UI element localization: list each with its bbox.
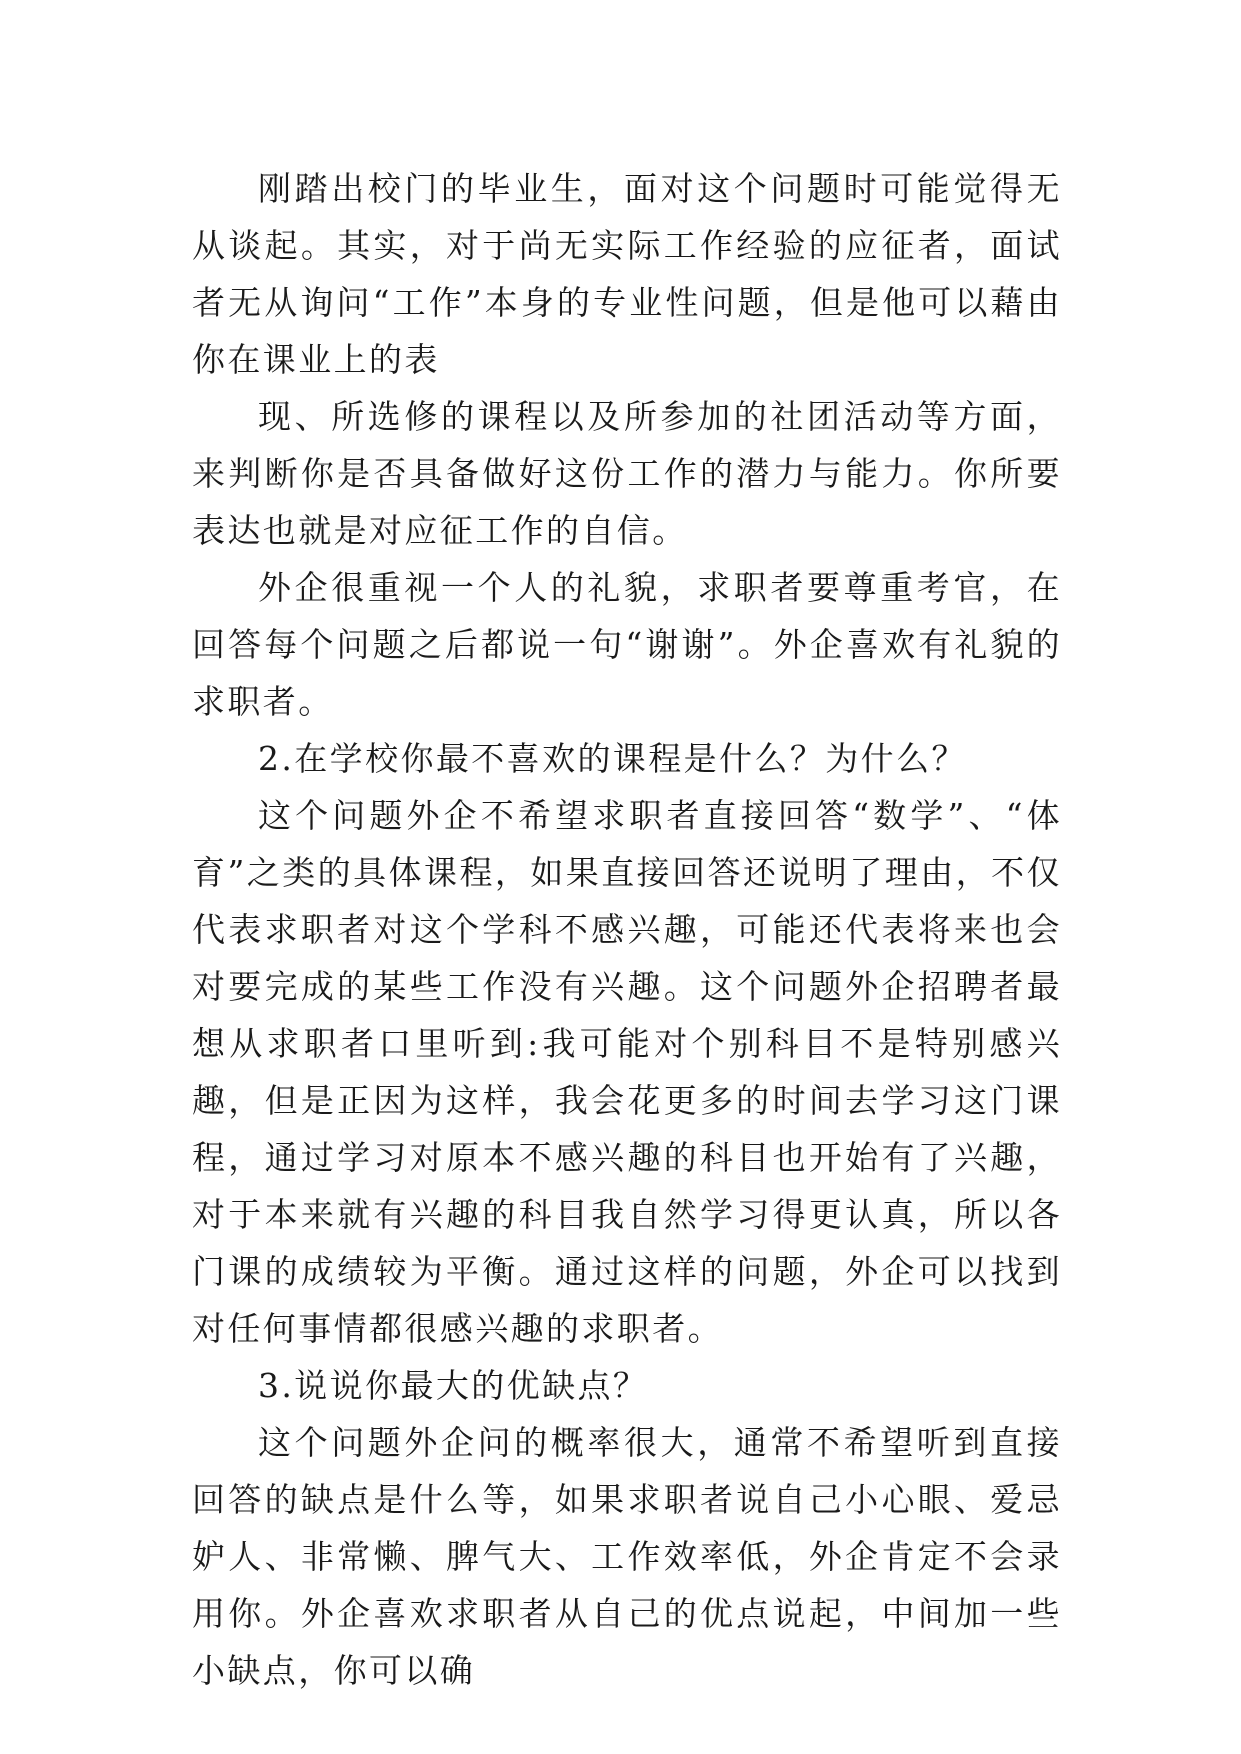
paragraph-2: 现、所选修的课程以及所参加的社团活动等方面，来判断你是否具备做好这份工作的潜力与能力。你所要表达也就是对应征工作的自信。 [192, 397, 1062, 550]
question-2-heading: 2.在学校你最不喜欢的课程是什么？为什么？ [258, 739, 967, 778]
paragraph-1: 刚踏出校门的毕业生，面对这个问题时可能觉得无从谈起。其实，对于尚无实际工作经验的应征者，面试者无从询问“工作”本身的专业性问题，但是他可以藉由你在课业上的表 [192, 169, 1062, 379]
question-3-heading: 3.说说你最大的优缺点？ [258, 1366, 649, 1405]
document-body [192, 160, 1062, 1699]
paragraph-7: 这个问题外企问的概率很大，通常不希望听到直接回答的缺点是什么等，如果求职者说自己小心眼、爱忌妒人、非常懒、脾气大、工作效率低，外企肯定不会录用你。外企喜欢求职者从自己的优点说起，中间加一些小缺点，你可以确 [192, 1423, 1062, 1690]
paragraph-3: 外企很重视一个人的礼貌，求职者要尊重考官，在回答每个问题之后都说一句“谢谢”。外企喜欢有礼貌的求职者。 [192, 568, 1062, 721]
paragraph-5: 这个问题外企不希望求职者直接回答“数学”、“体育”之类的具体课程，如果直接回答还说明了理由，不仅代表求职者对这个学科不感兴趣，可能还代表将来也会对要完成的某些工作没有兴趣。这个问题外企招聘者最想从求职者口里听到:我可能对个别科目不是特别感兴趣，但是正因为这样，我会花更多的时间去学习这门课程，通过学习对原本不感兴趣的科目也开始有了兴趣，对于本来就有兴趣的科目我自然学习得更认真，所以各门课的成绩较为平衡。通过这样的问题，外企可以找到对任何事情都很感兴趣的求职者。 [192, 796, 1062, 1348]
